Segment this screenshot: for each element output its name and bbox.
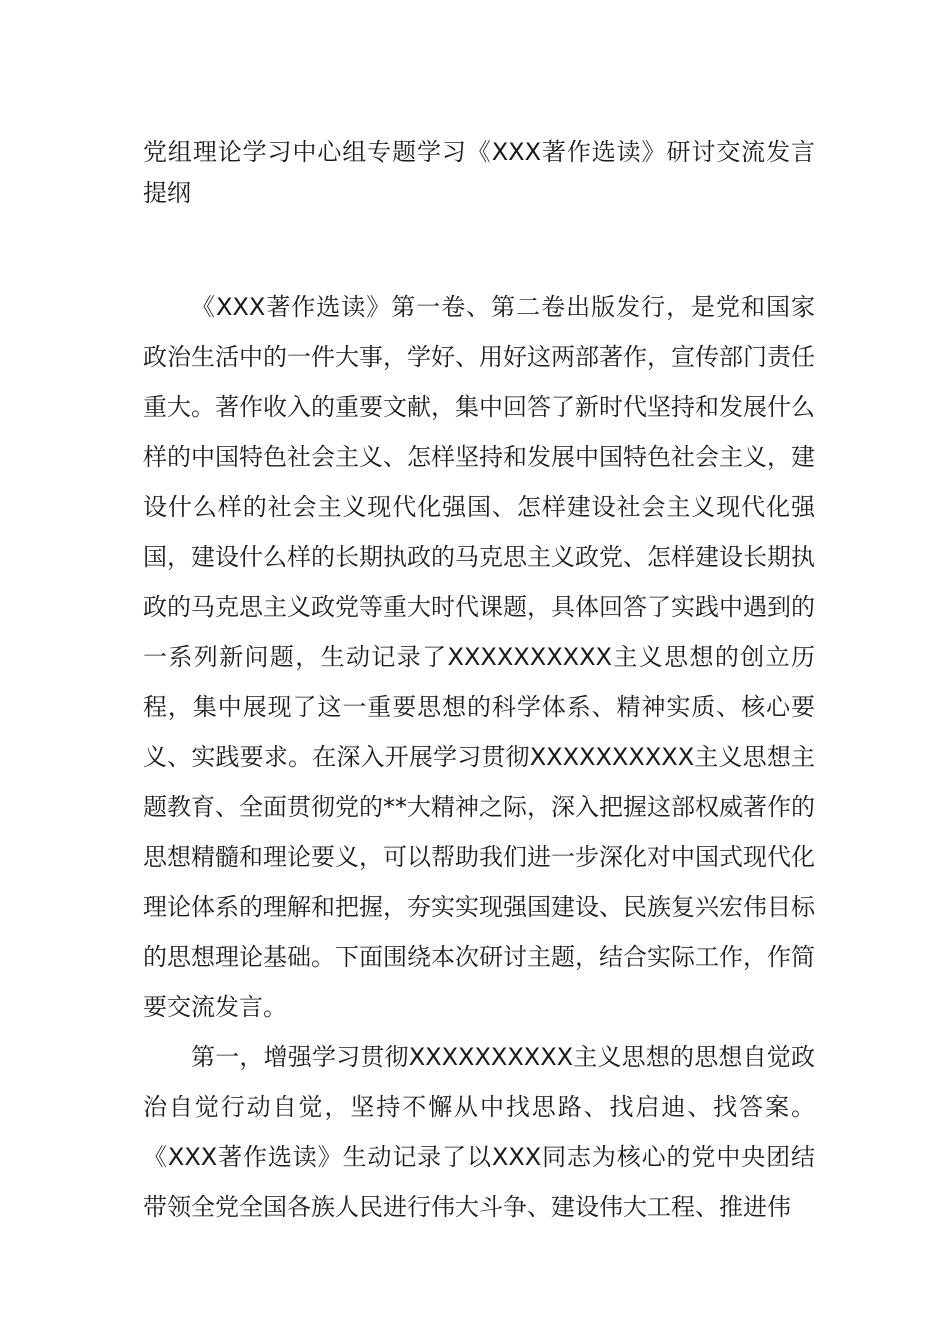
document-body (143, 282, 815, 1232)
document-title: 党组理论学习中心组专题学习《XXX著作选读》研讨交流发言提纲 (143, 138, 815, 207)
body-paragraph-intro: 《XXX著作选读》第一卷、第二卷出版发行，是党和国家政治生活中的一件大事，学好、用好这两部著作，宣传部门责任重大。著作收入的重要文献，集中回答了新时代坚持和发展什么样的中国特色社会主义、怎样坚持和发展中国特色社会主义，建设什么样的社会主义现代化强国、怎样建设社会主义现代化强国，建设什么样的长期执政的马克思主义政党、怎样建设长期执政的马克思主义政党等重大时代课题，具体回答了实践中遇到的一系列新问题，生动记录了XXXXXXXXXX主义思想的创立历程，集中展现了这一重要思想的科学体系、精神实质、核心要义、实践要求。在深入开展学习贯彻XXXXXXXXXX主义思想主题教育、全面贯彻党的**大精神之际，深入把握这部权威著作的思想精髓和理论要义，可以帮助我们进一步深化对中国式现代化理论体系的理解和把握，夯实实现强国建设、民族复兴宏伟目标的思想理论基础。下面围绕本次研讨主题，结合实际工作，作简要交流发言。 (143, 293, 815, 1021)
body-paragraph-first-point: 第一，增强学习贯彻XXXXXXXXXX主义思想的思想自觉政治自觉行动自觉，坚持不懈从中找思路、找启迪、找答案。《XXX著作选读》生动记录了以XXX同志为核心的党中央团结带领全党全国各族人民进行伟大斗争、建设伟大工程、推进伟 (143, 1043, 815, 1221)
